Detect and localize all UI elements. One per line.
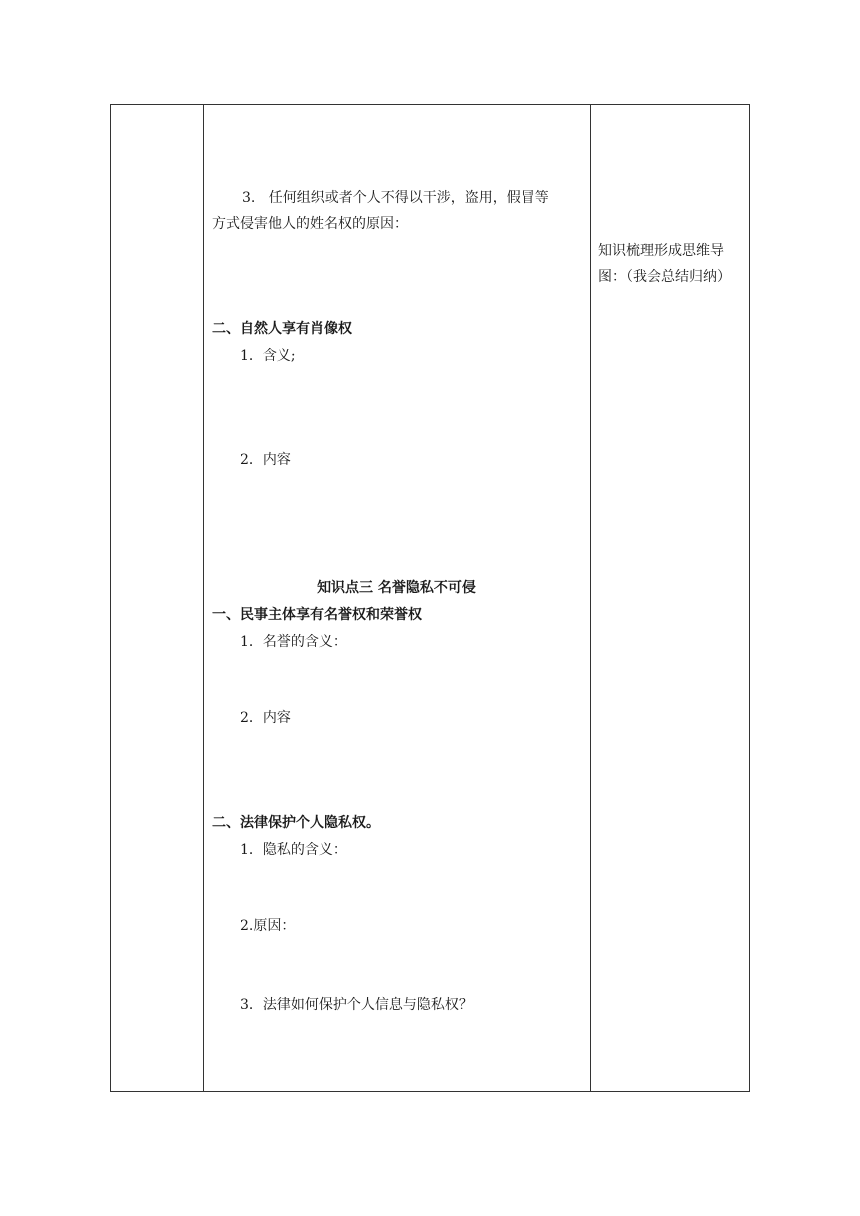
reputation-item-meaning: 1．名誉的含义： bbox=[240, 634, 347, 650]
privacy-item-reason: 2.原因： bbox=[240, 918, 296, 934]
reputation-right-heading: 一、民事主体享有名誉权和荣誉权 bbox=[212, 607, 422, 623]
privacy-right-heading: 二、法律保护个人隐私权。 bbox=[212, 815, 380, 831]
portrait-item-meaning: 1．含义; bbox=[240, 348, 296, 364]
privacy-item-meaning: 1．隐私的含义： bbox=[240, 842, 347, 858]
item3-text-line1: 3. 任何组织或者个人不得以干涉，盗用，假冒等 bbox=[242, 190, 549, 206]
item3-text-line2: 方式侵害他人的姓名权的原因： bbox=[212, 216, 408, 232]
privacy-item-protection: 3．法律如何保护个人信息与隐私权？ bbox=[240, 997, 473, 1013]
portrait-right-heading: 二、自然人享有肖像权 bbox=[212, 321, 352, 337]
portrait-item-content: 2．内容 bbox=[240, 452, 291, 468]
knowledge-point-title: 知识点三 名誉隐私不可侵 bbox=[317, 580, 476, 596]
reputation-item-content: 2．内容 bbox=[240, 710, 291, 726]
mind-map-note: 知识梳理形成思维导图：（我会总结归纳） bbox=[598, 243, 731, 285]
column-divider-right bbox=[590, 104, 591, 1092]
